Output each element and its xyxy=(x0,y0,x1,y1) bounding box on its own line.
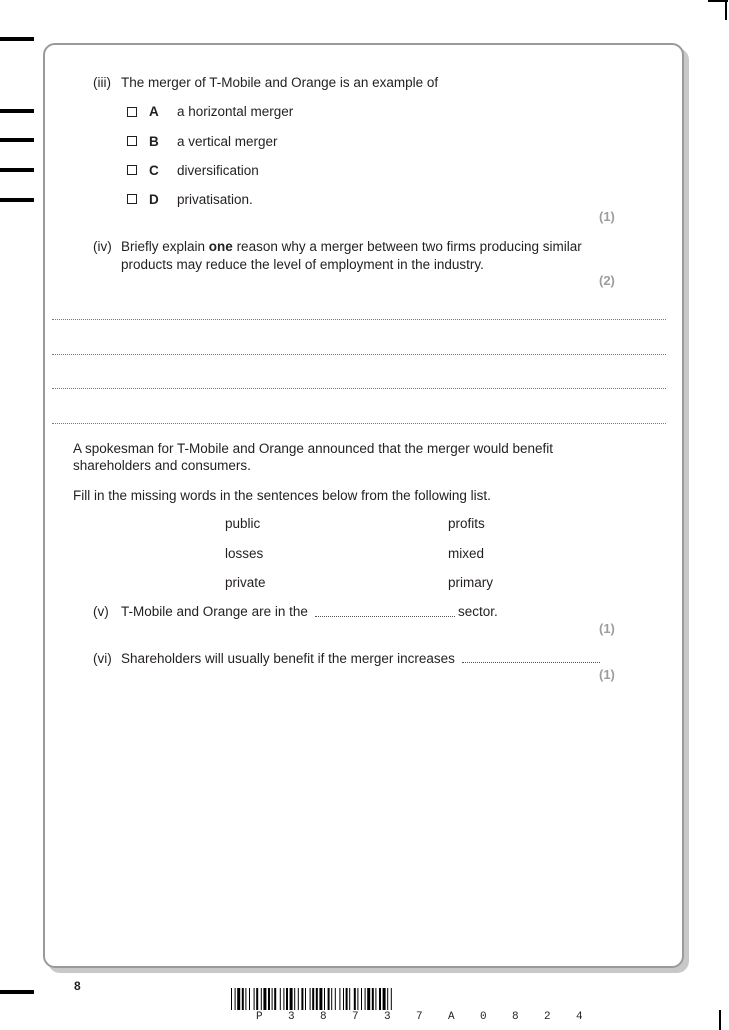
answer-line[interactable] xyxy=(52,319,666,320)
option-b-checkbox[interactable] xyxy=(127,136,137,146)
registration-mark xyxy=(0,168,34,172)
question-iii-marks: (1) xyxy=(599,209,615,224)
barcode-bar xyxy=(305,988,306,1010)
barcode-bar xyxy=(237,988,240,1010)
barcode-bar xyxy=(349,988,350,1010)
option-b-letter: B xyxy=(149,134,159,149)
option-a-letter: A xyxy=(149,104,159,119)
barcode-bar xyxy=(301,988,303,1010)
option-c-checkbox[interactable] xyxy=(127,165,137,175)
option-b-text: a vertical merger xyxy=(177,134,278,149)
question-iv-text-line2: products may reduce the level of employment in the industry. xyxy=(121,257,484,272)
barcode-bar xyxy=(367,988,370,1010)
barcode-bar xyxy=(361,988,362,1010)
word-list-item: profits xyxy=(448,516,485,531)
barcode-bar xyxy=(274,988,276,1010)
option-d-letter: D xyxy=(149,192,159,207)
crop-mark xyxy=(719,1010,721,1030)
question-iv-number: (iv) xyxy=(93,239,112,254)
barcode-bar xyxy=(324,988,325,1010)
barcode-bar xyxy=(290,988,293,1010)
question-vi-text: Shareholders will usually benefit if the merger increases xyxy=(121,651,455,666)
answer-line[interactable] xyxy=(52,388,666,389)
barcode-bar xyxy=(256,988,258,1010)
fill-instruction: Fill in the missing words in the sentences below from the following list. xyxy=(73,488,491,503)
answer-line[interactable] xyxy=(52,354,666,355)
barcode-bar xyxy=(339,988,340,1010)
word-list-item: public xyxy=(225,516,261,531)
barcode xyxy=(231,988,497,1010)
barcode-bar xyxy=(328,988,330,1010)
barcode-bar xyxy=(263,988,266,1010)
barcode-bar xyxy=(312,988,314,1010)
barcode-bar xyxy=(316,988,318,1010)
barcode-bar xyxy=(254,988,255,1010)
option-c-text: diversification xyxy=(177,163,259,178)
registration-mark xyxy=(0,37,34,41)
barcode-bar xyxy=(280,988,281,1010)
barcode-bar xyxy=(298,988,299,1010)
word-list-item: primary xyxy=(448,575,494,590)
barcode-bar xyxy=(391,988,392,1010)
barcode-bar xyxy=(375,988,376,1010)
answer-line[interactable] xyxy=(52,423,666,424)
barcode-bar xyxy=(319,988,322,1010)
barcode-bar xyxy=(245,988,246,1010)
barcode-bar xyxy=(343,988,344,1010)
intro-line-2: shareholders and consumers. xyxy=(73,458,251,473)
question-iv-text-bold: one xyxy=(208,239,233,254)
page-frame xyxy=(43,43,684,968)
barcode-bar xyxy=(272,988,273,1010)
page-number: 8 xyxy=(74,979,81,993)
option-d-text: privatisation. xyxy=(177,192,253,207)
option-a-text: a horizontal merger xyxy=(177,104,294,119)
barcode-bar xyxy=(346,988,348,1010)
word-list-item: private xyxy=(225,575,266,590)
option-c-letter: C xyxy=(149,163,159,178)
barcode-bar xyxy=(261,988,262,1010)
question-v-marks: (1) xyxy=(599,621,615,636)
barcode-bar xyxy=(357,988,358,1010)
registration-mark xyxy=(0,990,34,994)
barcode-bar xyxy=(268,988,270,1010)
question-iv-text-after: reason why a merger between two firms producing similar xyxy=(232,239,582,254)
question-vi-blank[interactable] xyxy=(462,662,600,663)
barcode-bar xyxy=(242,988,244,1010)
barcode-text: P 3 8 7 3 7 A 0 8 2 4 xyxy=(256,1011,593,1023)
question-iii-text: The merger of T-Mobile and Orange is an example of xyxy=(121,75,439,90)
registration-mark xyxy=(0,198,34,202)
question-v-blank[interactable] xyxy=(315,616,455,617)
word-list-item: losses xyxy=(225,546,264,561)
barcode-bar xyxy=(387,988,388,1010)
barcode-bar xyxy=(235,988,236,1010)
question-iv-text-before: Briefly explain xyxy=(121,239,209,254)
question-v-text-before: T-Mobile and Orange are in the xyxy=(121,604,308,619)
question-iii-number: (iii) xyxy=(93,75,111,90)
barcode-bar xyxy=(379,988,381,1010)
barcode-bar xyxy=(310,988,311,1010)
question-v-number: (v) xyxy=(93,604,109,619)
barcode-bar xyxy=(335,988,336,1010)
barcode-bar xyxy=(365,988,366,1010)
registration-mark xyxy=(0,109,34,113)
question-v-text-after: sector. xyxy=(458,604,498,619)
barcode-bar xyxy=(286,988,288,1010)
word-list-item: mixed xyxy=(448,546,485,561)
question-iv-marks: (2) xyxy=(599,273,615,288)
barcode-bar xyxy=(331,988,332,1010)
question-vi-marks: (1) xyxy=(599,667,615,682)
option-a-checkbox[interactable] xyxy=(127,107,137,117)
barcode-bar xyxy=(249,988,250,1010)
barcode-bar xyxy=(294,988,295,1010)
intro-line-1: A spokesman for T-Mobile and Orange announced that the merger would benefit xyxy=(73,441,554,456)
barcode-bar xyxy=(231,988,232,1010)
question-iv-text xyxy=(121,239,582,255)
option-d-checkbox[interactable] xyxy=(127,194,137,204)
barcode-bar xyxy=(372,988,374,1010)
registration-mark xyxy=(0,138,34,142)
question-vi-number: (vi) xyxy=(93,651,112,666)
barcode-bar xyxy=(354,988,356,1010)
crop-mark xyxy=(725,0,727,20)
barcode-bar xyxy=(283,988,284,1010)
barcode-bar xyxy=(383,988,386,1010)
